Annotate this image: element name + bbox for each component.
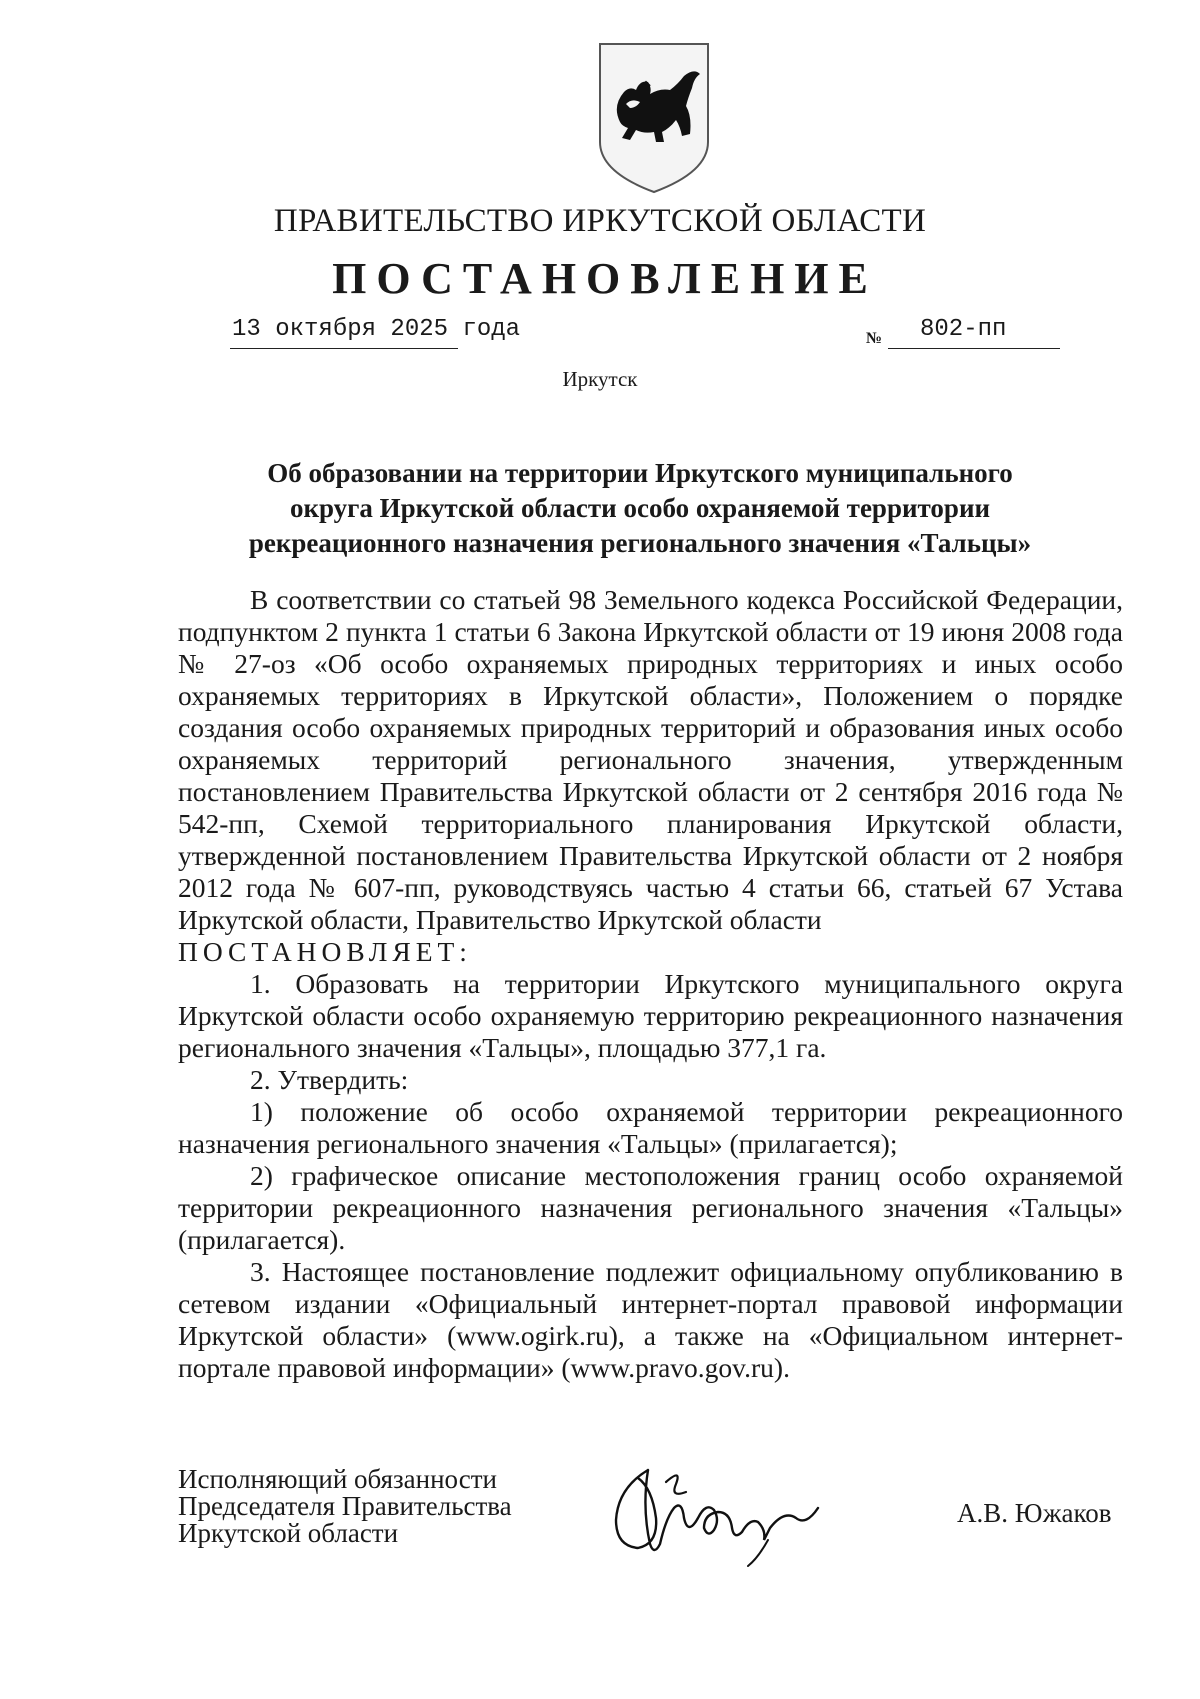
resolves-heading: ПОСТАНОВЛЯЕТ: <box>178 936 472 967</box>
government-name: ПРАВИТЕЛЬСТВО ИРКУТСКОЙ ОБЛАСТИ <box>273 203 927 239</box>
document-number: 802-пп <box>920 316 1007 343</box>
document-date: 13 октября 2025 года <box>232 316 521 343</box>
number-label: № <box>866 330 883 347</box>
document-body <box>178 584 1123 1384</box>
position-line: Председателя Правительства <box>178 1491 512 1521</box>
handwritten-signature-icon <box>608 1448 858 1570</box>
date-underline <box>230 348 458 349</box>
item-2-2: 2) графическое описание местоположения границ особо охраняемой территории рекреационного назначения регионального значения «Тальцы» (прилагается). <box>178 1160 1123 1255</box>
signatory-name: А.В. Южаков <box>957 1498 1112 1528</box>
title-line: Об образовании на территории Иркутского муниципального <box>267 458 1013 488</box>
city-name: Иркутск <box>562 367 638 391</box>
title-line: округа Иркутской области особо охраняемой территории <box>289 493 991 523</box>
sable-emblem-icon <box>596 42 712 194</box>
item-1: 1. Образовать на территории Иркутского муниципального округа Иркутской области особо охраняемую территорию рекреационного назначения регионального значения «Тальцы», площадью 377,1 га. <box>178 968 1123 1063</box>
number-underline <box>888 348 1060 349</box>
document-title <box>200 456 1080 561</box>
position-line: Иркутской области <box>178 1518 399 1548</box>
title-line: рекреационного назначения регионального значения «Тальцы» <box>248 528 1032 558</box>
signatory-position <box>178 1466 512 1547</box>
document-type: ПОСТАНОВЛЕНИЕ <box>332 254 878 303</box>
preamble-paragraph: В соответствии со статьей 98 Земельного кодекса Российской Федерации, подпунктом 2 пункта 1 статьи 6 Закона Иркутской области от 19 июня 2008 года № 27-оз «Об особо охраняемых природных территориях и иных особо охраняемых территориях в Иркутской области», Положением о порядке создания особо охраняемых природных территорий и образования иных особо охраняемых территорий регионального значения, утвержденным постановлением Правительства Иркутской области от 2 сентября 2016 года № 542-пп, Схемой территориального планирования Иркутской области, утвержденной постановлением Правительства Иркутской области от 2 ноября 2012 года № 607-пп, руководствуясь частью 4 статьи 66, статьей 67 Устава Иркутской области, Правительство Иркутской области <box>178 584 1123 935</box>
item-3: 3. Настоящее постановление подлежит официальному опубликованию в сетевом издании «Официальный интернет-портал правовой информации Иркутской области» (www.ogirk.ru), а также на «Официальном интернет-портале правовой информации» (www.pravo.gov.ru). <box>178 1256 1123 1383</box>
item-2-1: 1) положение об особо охраняемой территории рекреационного назначения регионального значения «Тальцы» (прилагается); <box>178 1096 1123 1159</box>
position-line: Исполняющий обязанности <box>178 1464 497 1494</box>
item-2: 2. Утвердить: <box>250 1064 409 1095</box>
